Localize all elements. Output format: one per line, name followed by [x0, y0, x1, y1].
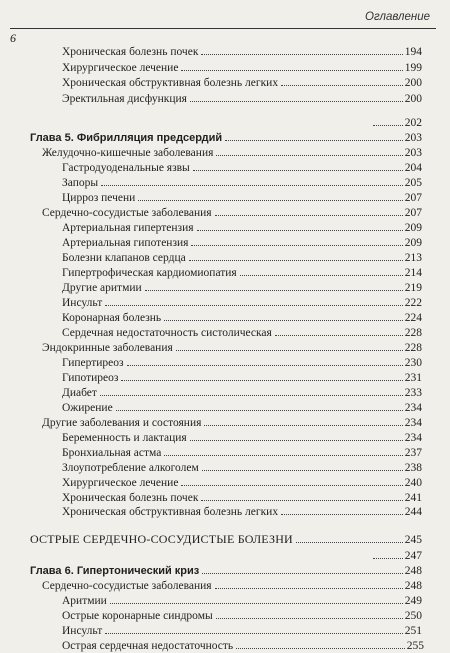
toc-entry: Болезни клапанов сердца 213	[62, 252, 422, 264]
toc-entry: Артериальная гипертензия 209	[62, 222, 422, 234]
running-title: Оглавление	[365, 11, 430, 23]
toc-entry: Диабет 233	[62, 387, 422, 399]
toc-entry: Хроническая болезнь почек 241	[62, 492, 422, 504]
toc-entry: Эндокринные заболевания 228	[42, 342, 422, 354]
toc-entry: Другие заболевания и состояния 234	[42, 417, 422, 429]
toc-entry: 247	[370, 549, 422, 563]
toc-entry: Беременность и лактация 234	[62, 432, 422, 444]
toc-entry: Бронхиальная астма 237	[62, 447, 422, 459]
toc-entry: Инсульт 251	[62, 625, 422, 637]
header-divider	[10, 28, 436, 29]
toc-entry: Злоупотребление алкоголем 238	[62, 462, 422, 474]
toc-entry: 202	[370, 116, 422, 130]
toc-entry: Острая сердечная недостаточность 255	[62, 640, 424, 652]
toc-entry: Цирроз печени 207	[62, 192, 422, 204]
toc-entry: Сердечная недостаточность систолическая 228	[62, 327, 422, 339]
toc-entry: Эректильная дисфункция 200	[62, 93, 422, 105]
toc-entry: Желудочно-кишечные заболевания 203	[42, 147, 422, 159]
toc-entry: Сердечно-сосудистые заболевания 207	[42, 207, 422, 219]
toc-entry: Острые коронарные синдромы 250	[62, 610, 422, 622]
toc-entry: Хроническая болезнь почек 194	[62, 46, 422, 58]
page-number: 6	[10, 31, 16, 45]
toc-entry: Хирургическое лечение 240	[62, 477, 422, 489]
toc-entry: Сердечно-сосудистые заболевания 248	[42, 580, 422, 592]
toc-entry: Хроническая обструктивная болезнь легких 200	[62, 77, 422, 89]
toc-entry: Гипертиреоз 230	[62, 357, 422, 369]
toc-entry: Аритмии 249	[62, 595, 422, 607]
toc-entry: Хирургическое лечение 199	[62, 62, 422, 74]
toc-chapter: Глава 5. Фибрилляция предсердий 203	[30, 132, 422, 144]
toc-entry: Гипертрофическая кардиомиопатия 214	[62, 267, 422, 279]
toc-entry: Гастродуоденальные язвы 204	[62, 162, 422, 174]
toc-entry: Ожирение 234	[62, 402, 422, 414]
toc-entry: Хроническая обструктивная болезнь легких 244	[62, 506, 422, 518]
toc-entry: Гипотиреоз 231	[62, 372, 422, 384]
toc-entry: Запоры 205	[62, 177, 422, 189]
toc-entry: Инсульт 222	[62, 297, 422, 309]
toc-entry: Коронарная болезнь 224	[62, 312, 422, 324]
toc-entry: Другие аритмии 219	[62, 282, 422, 294]
toc-part: ОСТРЫЕ СЕРДЕЧНО-СОСУДИСТЫЕ БОЛЕЗНИ 245	[30, 532, 422, 546]
toc-chapter: Глава 6. Гипертонический криз 248	[30, 565, 422, 577]
toc-entry: Артериальная гипотензия 209	[62, 237, 422, 249]
